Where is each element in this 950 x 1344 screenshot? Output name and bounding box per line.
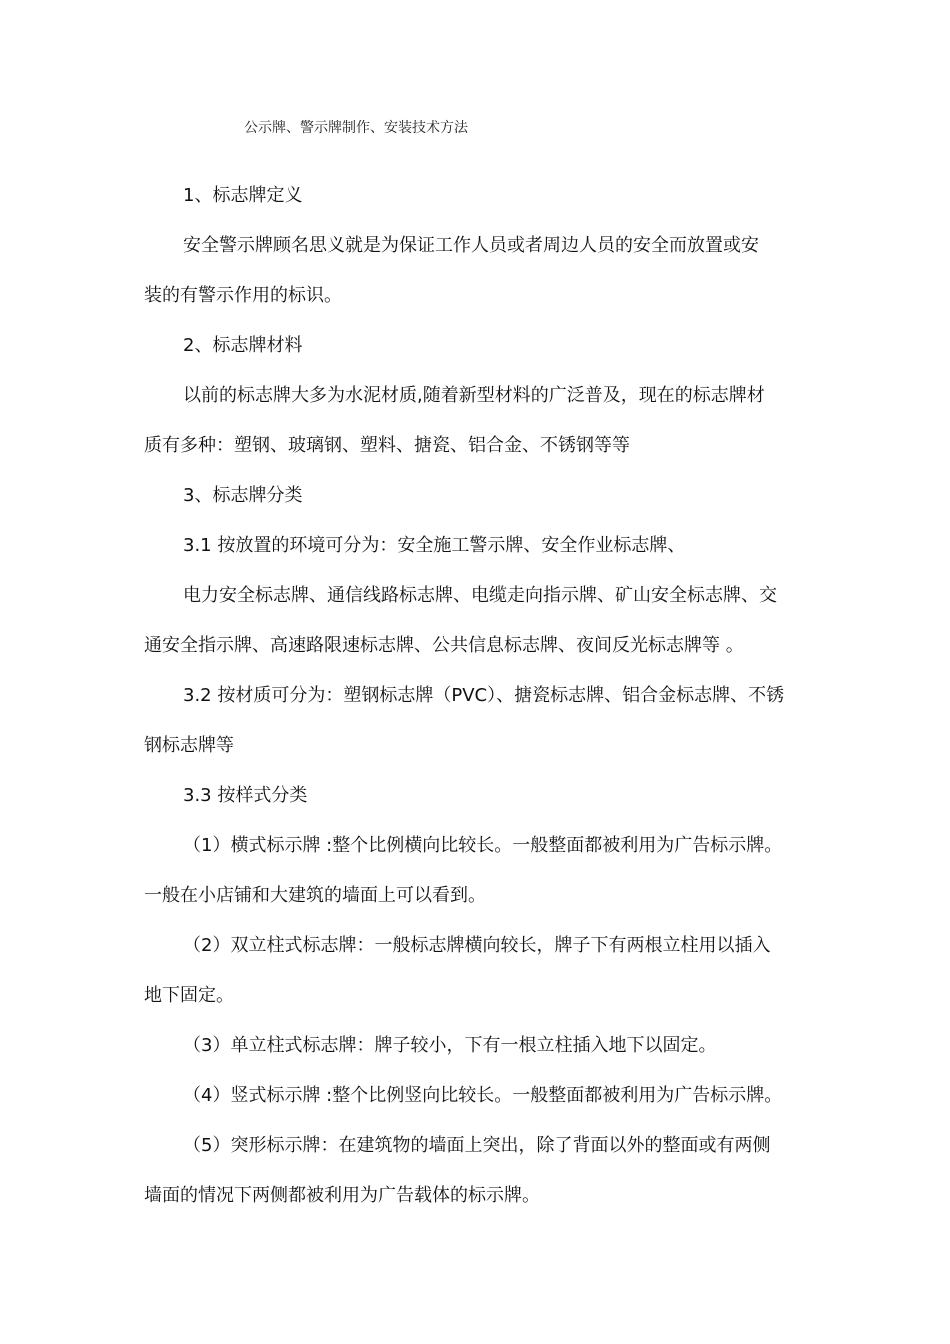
- paragraph-line: 装的有警示作用的标识。: [144, 285, 342, 306]
- heading-classification: 3、标志牌分类: [183, 485, 303, 506]
- paragraph-line: 电力安全标志牌、通信线路标志牌、电缆走向指示牌、矿山安全标志牌、交: [183, 585, 777, 606]
- paragraph-line: 以前的标志牌大多为水泥材质,随着新型材料的广泛普及，现在的标志牌材: [183, 385, 765, 406]
- paragraph-line: 地下固定。: [144, 985, 234, 1006]
- paragraph-line: 通安全指示牌、高速路限速标志牌、公共信息标志牌、夜间反光标志牌等 。: [144, 635, 744, 656]
- subheading-style: 3.3 按样式分类: [183, 785, 308, 806]
- heading-material: 2、标志牌材料: [183, 335, 303, 356]
- paragraph-line: 安全警示牌顾名思义就是为保证工作人员或者周边人员的安全而放置或安: [183, 235, 759, 256]
- paragraph-line: 质有多种：塑钢、玻璃钢、塑料、搪瓷、铝合金、不锈钢等等: [144, 435, 630, 456]
- paragraph-line: （2）双立柱式标志牌：一般标志牌横向较长，牌子下有两根立柱用以插入: [183, 935, 771, 956]
- paragraph-line: 钢标志牌等: [144, 735, 234, 756]
- paragraph-line: （1）横式标示牌 :整个比例横向比较长。一般整面都被利用为广告标示牌。: [183, 835, 783, 856]
- heading-definition: 1、标志牌定义: [183, 185, 303, 206]
- paragraph-line: 一般在小店铺和大建筑的墙面上可以看到。: [144, 885, 486, 906]
- paragraph-line: （4）竖式标示牌 :整个比例竖向比较长。一般整面都被利用为广告标示牌。: [183, 1085, 783, 1106]
- document-title: 公示牌、警示牌制作、安装技术方法: [244, 120, 468, 136]
- paragraph-line: （3）单立柱式标志牌：牌子较小，下有一根立柱插入地下以固定。: [183, 1035, 717, 1056]
- paragraph-line: 墙面的情况下两侧都被利用为广告载体的标示牌。: [144, 1185, 540, 1206]
- paragraph-line: 3.1 按放置的环境可分为：安全施工警示牌、安全作业标志牌、: [183, 535, 686, 556]
- paragraph-line: 3.2 按材质可分为：塑钢标志牌（PVC）、搪瓷标志牌、铝合金标志牌、不锈: [183, 685, 785, 706]
- paragraph-line: （5）突形标示牌：在建筑物的墙面上突出，除了背面以外的整面或有两侧: [183, 1135, 771, 1156]
